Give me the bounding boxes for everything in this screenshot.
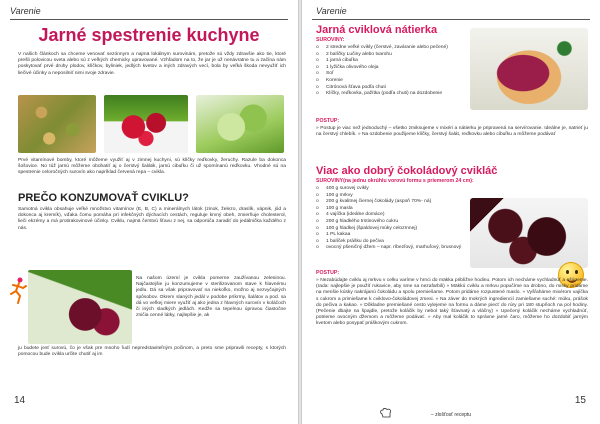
left-page [0, 0, 298, 424]
list-item: o 1 lyžička olivového oleja [316, 65, 466, 72]
list-item: o 4 vajíčka (ideálne domáce) [316, 212, 466, 219]
beet-usage-paragraph: Na našom území je cvikla pomerne zaužívanou zeleninou. Najčastejšie ju konzumujeme v sterilizovanom stave k hlavnému jedlu. Dá sa však pripravovať na niekoľko, možno aj nezvyčajných spôsobov. Okrem slaných jedál v podobe príkrmy, šalátov a pod. sa dá vo veľkej miere využiť aj ako jedna z hlavných surovín v koláčoch či iných sladkých jedlách. Kedže sa tepelnou úpravou čiastočne zničia cenné látky, najlepšie je, ak [136, 276, 286, 319]
section-tag: Varenie [316, 6, 347, 16]
article-title: Jarné spestrenie kuchyne [38, 25, 260, 45]
list-item: o 1 jarná cibuľka [316, 58, 466, 65]
chocolate-beet-cake-photo [470, 198, 588, 268]
beet-spread-photo [470, 28, 588, 110]
list-item: o 1 balíček prášku do pečiva [316, 239, 466, 246]
recipe1-procedure: » Postup je viac než jednoduchý – všetko zmiksujeme v mixéri a nátierku je pripravená na servírovanie. Ideálne je, natrieť ju na čerstvý chlebík. » Na ozdobenie použijeme klíčky, čerstvý šalát, reďkovku alebo cibuľku a môžeme podávať [316, 126, 588, 138]
runner-icon [8, 276, 28, 304]
ingredients-label: SUROVINY: [316, 37, 345, 43]
recipe2-procedure: » Nezabúdajte cviklu aj mrkvu v celku varíme v hrnci do mäkka približne hodinu. Potom ich necháme vychladnúť a ošúpeme. (rada: najlepšie je použiť rukavice, aby sme sa nezafarbili) » Mäkkú cviklu a mrkvu popučíme na drobno, do misky pridáme na menšie kúsky nakrájanú čokoládu a spolu premiešame. Potom pridáme rozpustené maslo. » Vyšľaháme mixérom vajíčka s cukrom a primiešame k cviklovo-čokoládovej zmesi. » Na záver do mokrých ingrediencií zamiešame suché: múku, prášok do pečiva a kakao. » Dôkladne premiešané cesto vylejeme na formu a dáme piecť do rúry pri 180 stupňoch na pol hodiny. (Pečenie dbajte na špajdle, pretože koláčik by nebol taký šťavnatý a vláčny) » Upečený koláčik necháme vychladnúť, potrieme ovocným džemom a môžeme podávať. » Aby mal koláčik to správne jarné čaro, môžeme ho dozdobiť jarným kvetom alebo posypať práškovým cukrom. [316, 278, 588, 327]
recipe2-ingredients-label: SUROVINY(na jednu okrúhlu vorovú formu s priemerom 24 cm): [316, 178, 474, 184]
page-number: 15 [574, 395, 586, 406]
list-item: o ovocný pšeničný džem – napr. ríbezľový, marhuľový, brusnový [316, 245, 466, 252]
recipe1-ingredients [316, 45, 466, 98]
page-number: 14 [14, 395, 26, 406]
list-item: o Soľ [316, 71, 466, 78]
beet-benefits-paragraph: Samotná cvikla obsahuje veľké množstvo vitamínov (E, B, C) a minerálnych látok (zinok, železo, draslík, vápnik, jód a dokonca aj kremík), vďaka čomu pomáha pri infekčných dýchacích cestách, reguluje krvný obeh, zmierňuje cholesterol, lieči ekzémy a má protirakovinové účinky. Cviklu, najmä čerstvú šťavu z nej, sa odporúča zaradiť do jedálnička každého z nás. [18, 207, 286, 231]
divider [312, 19, 590, 20]
section-tag: Varenie [10, 6, 41, 16]
list-item: o Citrónová šťava podľa chuti [316, 85, 466, 92]
seeds-photo [18, 95, 96, 153]
list-item: o 1 PL kakaa [316, 232, 466, 239]
divider [10, 19, 288, 20]
list-item: o 2 balíčky Lučiny alebo tvarohu [316, 52, 466, 59]
sprouts-paragraph: Prvé vitamínové bomby, ktoré môžeme využiť aj v zimnej kuchyni, sú klíčky reďkovky, žeruchy. Razule ba dokonca šošovice. No túž jarnú môžeme obohatiť aj o čerstvý šalátik, jarnú cibuľku či už spomínanú reďkovku. Vhodné sú na spestrenie celoročných surovín ako napríklad červená repa – cvikla. [18, 158, 286, 176]
list-item: o 100 g mrkvy [316, 193, 466, 200]
list-item: o 400 g surovej cvikly [316, 186, 466, 193]
subheading: PREČO KONZUMOVAŤ CVIKLU? [18, 192, 189, 204]
list-item: o 200 g hladkého trstinového cukru [316, 219, 466, 226]
footer-text: – zlošťosť receptu [430, 412, 472, 418]
procedure-label: POSTUP: [316, 118, 340, 124]
recipe2-title: Viac ako dobrý čokoládový cvikláč [316, 165, 498, 177]
list-item: o Klíčky, reďkovka, pažítka (podľa chuti) na dozdobenie [316, 91, 466, 98]
list-item: o 2 stredne veľké cvikly (čerstvé, zaváranie alebo pečené) [316, 45, 466, 52]
list-item: o 100 g hladkej (špaldovej múky celozrnnej) [316, 226, 466, 233]
closing-paragraph: ju budete jesť surovú, čo je však pre mnoho ľudí nepredstaviteľným počinom, a preto sme pripravili recepty, s ktorých pomocou bude cvikla určite chutiť aj im [18, 346, 286, 358]
salad-photo [196, 95, 284, 153]
recipe2-ingredients [316, 186, 466, 252]
recipe1-title: Jarná cviklová nátierka [316, 24, 438, 36]
list-item: o Korenie [316, 78, 466, 85]
list-item: o 200 g kvalitnej čiernej čokolády (aspoň 70%- ná) [316, 199, 466, 206]
radish-photo [104, 95, 188, 153]
procedure-label: POSTUP: [316, 270, 340, 276]
intro-paragraph: V našich článkoch sa chceme venovať sezónnym a najmä lokálnym surovinám, pretože sú vždy zdravšie ako tie, ktoré prešli polovicou sveta alebo sú z veľkých chemicky upravované. Vzhľadom na to, že jar je už nenávratne tu a začína nám poskytovať prvé druhy plodov, klíčkov, byliniek, jedlých kvetov a iných zdravých vecí, bola by veľká škoda nevyužiť ich liečivé účinky a neposilniť nimi svoje zdravie. [18, 52, 286, 76]
beet-photo [28, 270, 132, 344]
list-item: o 100 g masla [316, 206, 466, 213]
right-page [302, 0, 600, 424]
